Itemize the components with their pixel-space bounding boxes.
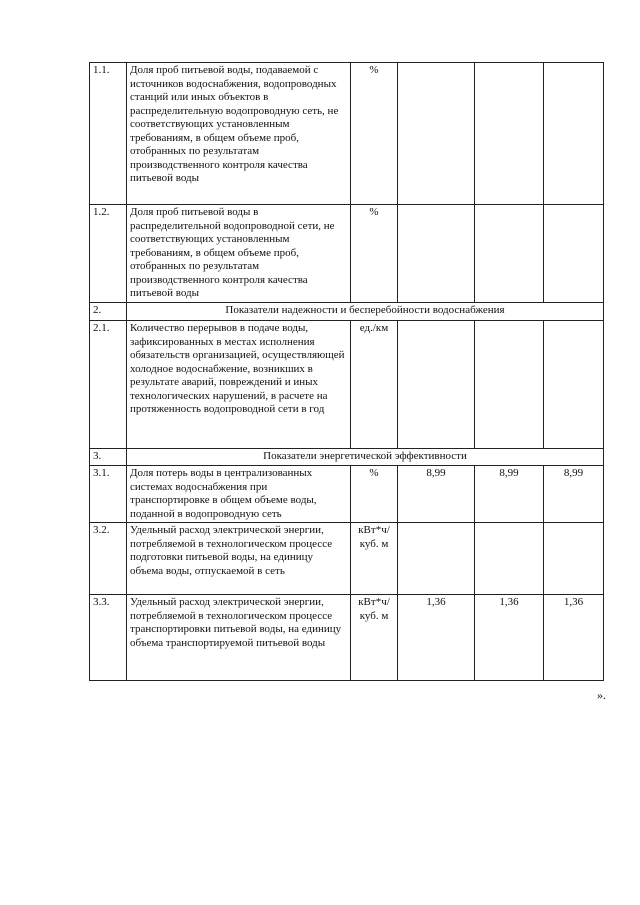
value-cell: 1,36 (398, 595, 475, 681)
section-title: Показатели надежности и бесперебойности водоснабжения (127, 303, 604, 321)
table-row (90, 205, 604, 303)
row-number: 3.2. (90, 523, 127, 595)
row-number: 1.2. (90, 205, 127, 303)
table-row (90, 321, 604, 449)
indicator-description: Удельный расход электрической энергии, потребляемой в технологическом процессе транспортировки питьевой воды, на единицу объема транспортируемой питьевой воды (127, 595, 351, 681)
value-cell (398, 205, 475, 303)
indicator-description: Доля проб питьевой воды, подаваемой с источников водоснабжения, водопроводных станций или иных объектов в распределительную водопроводную сеть, не соответствующих установленным требованиям, в общем объеме проб, отобранных по результатам производственного контроля качества питьевой воды (127, 63, 351, 205)
value-cell: 8,99 (475, 466, 544, 523)
value-cell (475, 321, 544, 449)
value-cell: 8,99 (398, 466, 475, 523)
indicator-description: Доля проб питьевой воды в распределительной водопроводной сети, не соответствующих установленным требованиям, в общем объеме проб, отобранных по результатам производственного контроля качества питьевой воды (127, 205, 351, 303)
table-row (90, 523, 604, 595)
unit-cell: % (351, 205, 398, 303)
row-number: 1.1. (90, 63, 127, 205)
section-row (90, 303, 604, 321)
section-title: Показатели энергетической эффективности (127, 449, 604, 466)
section-number: 3. (90, 449, 127, 466)
row-number: 2.1. (90, 321, 127, 449)
value-cell (544, 63, 604, 205)
indicator-description: Удельный расход электрической энергии, потребляемой в технологическом процессе подготовки питьевой воды, на единицу объема воды, отпускаемой в сеть (127, 523, 351, 595)
closing-quote-mark: ». (597, 688, 606, 702)
value-cell (475, 523, 544, 595)
value-cell (398, 321, 475, 449)
value-cell: 8,99 (544, 466, 604, 523)
value-cell (544, 205, 604, 303)
section-number: 2. (90, 303, 127, 321)
value-cell (544, 321, 604, 449)
value-cell (398, 63, 475, 205)
indicator-description: Количество перерывов в подаче воды, зафиксированных в местах исполнения обязательств организацией, осуществляющей холодное водоснабжение, возникших в результате аварий, повреждений и иных технологических нарушений, в расчете на протяженность водопроводной сети в год (127, 321, 351, 449)
row-number: 3.1. (90, 466, 127, 523)
table-row (90, 595, 604, 681)
table-row (90, 63, 604, 205)
unit-cell: ед./км (351, 321, 398, 449)
value-cell (544, 523, 604, 595)
value-cell: 1,36 (544, 595, 604, 681)
indicator-description: Доля потерь воды в централизованных системах водоснабжения при транспортировке в общем объеме воды, поданной в водопроводную сеть (127, 466, 351, 523)
value-cell (398, 523, 475, 595)
value-cell: 1,36 (475, 595, 544, 681)
section-row (90, 449, 604, 466)
indicators-table (89, 62, 604, 681)
value-cell (475, 63, 544, 205)
unit-cell: % (351, 466, 398, 523)
unit-cell: % (351, 63, 398, 205)
table-row (90, 466, 604, 523)
value-cell (475, 205, 544, 303)
unit-cell: кВт*ч/ куб. м (351, 595, 398, 681)
row-number: 3.3. (90, 595, 127, 681)
unit-cell: кВт*ч/ куб. м (351, 523, 398, 595)
